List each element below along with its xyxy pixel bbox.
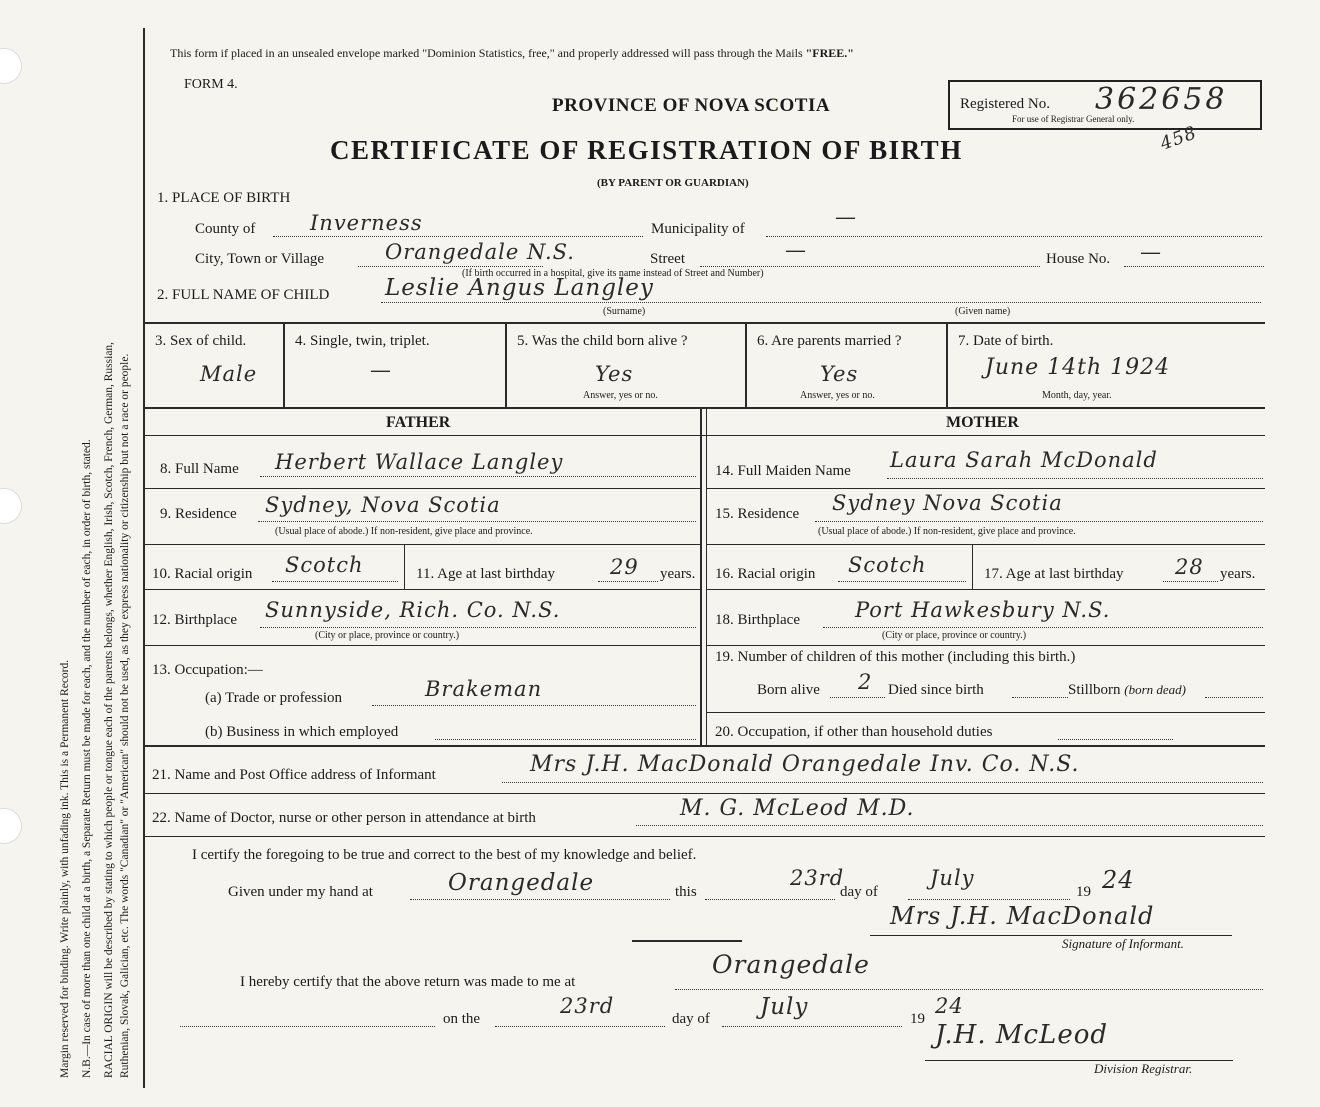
margin-note-4: Ruthenian, Slovak, Galician, etc. The words "Canadian" or "American" should not be used, as they express nationality or citizenship but not a race or people. [119,353,131,1078]
informant-day-value: 23rd [790,866,845,890]
mail-notice: This form if placed in an unsealed envelope marked "Dominion Statistics, free," and properly addressed will pass through the Mails "FREE." [170,46,854,60]
sex-value: Male [200,362,258,386]
hospital-note: (If birth occurred in a hospital, give its name instead of Street and Number) [462,268,764,279]
mother-age-label: 17. Age at last birthday [984,566,1124,582]
attendant-value: M. G. McLeod M.D. [680,796,915,821]
father-name-label: 8. Full Name [160,461,239,477]
father-age-years: years. [660,566,696,582]
mother-name-value: Laura Sarah McDonald [890,448,1158,472]
certificate-title: CERTIFICATE OF REGISTRATION OF BIRTH [330,135,963,165]
trade-label: (a) Trade or profession [205,690,343,706]
plural-value: — [370,358,392,382]
born-alive-count-label: Born alive [757,682,820,698]
city-label: City, Town or Village [195,251,325,267]
dob-value: June 14th 1924 [985,355,1171,380]
informant-signature-label: Signature of Informant. [1062,936,1184,951]
child-name-value: Leslie Angus Langley [385,275,654,301]
father-residence-note: (Usual place of abode.) If non-resident, give place and province. [275,526,533,537]
margin-note-1: Margin reserved for binding. Write plainly, with unfading ink. This is a Permanent Record. [59,659,71,1078]
mother-residence-value: Sydney Nova Scotia [832,491,1063,515]
registrar-day-value: 23rd [560,994,615,1018]
place-of-birth-label: 1. PLACE OF BIRTH [157,190,291,206]
registrar-place-value: Orangedale [712,950,870,979]
informant-label: 21. Name and Post Office address of Informant [152,767,436,783]
informant-certification-text: I certify the foregoing to be true and correct to the best of my knowledge and belief. [192,847,697,863]
municipality-value: — [835,205,857,229]
mother-race-label: 16. Racial origin [715,566,816,582]
trade-value: Brakeman [425,677,543,701]
mother-age-value: 28 [1175,555,1204,579]
father-age-label: 11. Age at last birthday [416,566,555,582]
child-name-label: 2. FULL NAME OF CHILD [157,287,330,303]
divider-rule [632,940,742,942]
mother-birthplace-note: (City or place, province or country.) [882,630,1027,641]
binding-hole-top [0,48,22,84]
mother-heading: MOTHER [946,414,1019,431]
informant-signature: Mrs J.H. MacDonald [890,902,1155,930]
attendant-label: 22. Name of Doctor, nurse or other person in attendance at birth [152,810,536,826]
given-name-label: (Given name) [955,306,1011,317]
left-border [143,28,145,1088]
street-value: — [785,238,807,262]
born-alive-value: Yes [595,362,634,386]
informant-day-of-label: day of [840,884,878,900]
registered-number: 362658 [1095,82,1228,117]
mother-residence-note: (Usual place of abode.) If non-resident, give place and province. [818,526,1076,537]
father-age-value: 29 [610,555,639,579]
mother-birthplace-value: Port Hawkesbury N.S. [855,598,1111,622]
stillborn-label: Stillborn (born dead) [1068,682,1187,698]
binding-hole-bottom [0,808,22,844]
answer-note-5: Answer, yes or no. [583,390,658,401]
father-birthplace-note: (City or place, province or country.) [315,630,460,641]
registrar-certification-text: I hereby certify that the above return was made to me at [240,974,576,990]
father-race-value: Scotch [285,553,364,577]
informant-year: 19 [1076,884,1091,900]
informant-place-value: Orangedale [448,870,595,896]
informant-month-value: July [930,866,975,890]
province-heading: PROVINCE OF NOVA SCOTIA [552,95,831,116]
mother-residence-label: 15. Residence [715,506,800,522]
city-value: Orangedale N.S. [385,240,575,264]
registrar-day-of-label: day of [672,1011,710,1027]
registered-box [948,80,1262,130]
father-birthplace-value: Sunnyside, Rich. Co. N.S. [265,598,561,622]
binding-hole-middle [0,488,22,524]
born-alive-count-value: 2 [858,670,873,694]
father-residence-label: 9. Residence [160,506,237,522]
street-label: Street [650,251,685,267]
mother-race-value: Scotch [848,553,927,577]
margin-note-2: N.B.—In case of more than one child at a birth, a Separate Return must be made for each, and the number of each, in order of birth, stated. [81,439,93,1078]
given-under-hand-label: Given under my hand at [228,884,373,900]
form-number: FORM 4. [184,77,238,92]
registered-label: Registered No. [960,96,1050,112]
margin-note-3: RACIAL ORIGIN will be described by stating to which people or tongue each of the parents belongs, whether English, Irish, Scotch, French, German, Russian, [103,341,115,1078]
registrar-year: 19 [910,1011,925,1027]
registrar-year-value: 24 [935,994,964,1018]
father-name-value: Herbert Wallace Langley [275,450,564,474]
dob-label: 7. Date of birth. [958,333,1054,349]
plural-label: 4. Single, twin, triplet. [295,333,430,349]
registrar-signature-label: Division Registrar. [1094,1061,1193,1076]
father-birthplace-label: 12. Birthplace [152,612,237,628]
this-label: this [675,884,697,900]
sex-label: 3. Sex of child. [155,333,247,349]
mother-birthplace-label: 18. Birthplace [715,612,800,628]
municipality-label: Municipality of [651,221,745,237]
mother-age-years: years. [1220,566,1256,582]
mother-name-label: 14. Full Maiden Name [715,463,851,479]
house-value: — [1140,240,1162,264]
children-count-label: 19. Number of children of this mother (including this birth.) [715,649,1076,665]
house-label: House No. [1046,251,1111,267]
born-alive-label: 5. Was the child born alive ? [517,333,688,349]
died-since-birth-label: Died since birth [888,682,984,698]
business-label: (b) Business in which employed [205,724,399,740]
father-occupation-label: 13. Occupation:— [152,662,263,678]
certificate-subtitle: (BY PARENT OR GUARDIAN) [597,177,749,189]
answer-note-6: Answer, yes or no. [800,390,875,401]
father-race-label: 10. Racial origin [152,566,253,582]
registrar-note: For use of Registrar General only. [1012,114,1135,124]
mother-occupation-label: 20. Occupation, if other than household duties [715,724,993,740]
registrar-month-value: July [760,994,809,1020]
registrar-signature: J.H. McLeod [935,1020,1109,1050]
married-label: 6. Are parents married ? [757,333,902,349]
father-heading: FATHER [386,414,451,431]
county-value: Inverness [310,211,423,235]
on-the-label: on the [443,1011,481,1027]
county-label: County of [195,221,256,237]
married-value: Yes [820,362,859,386]
informant-year-value: 24 [1102,866,1135,894]
margin-stamp: 458 [1157,122,1200,155]
father-residence-value: Sydney, Nova Scotia [265,493,501,517]
informant-value: Mrs J.H. MacDonald Orangedale Inv. Co. N.S. [530,752,1080,777]
surname-label: (Surname) [603,306,646,317]
dob-note: Month, day, year. [1042,390,1112,401]
